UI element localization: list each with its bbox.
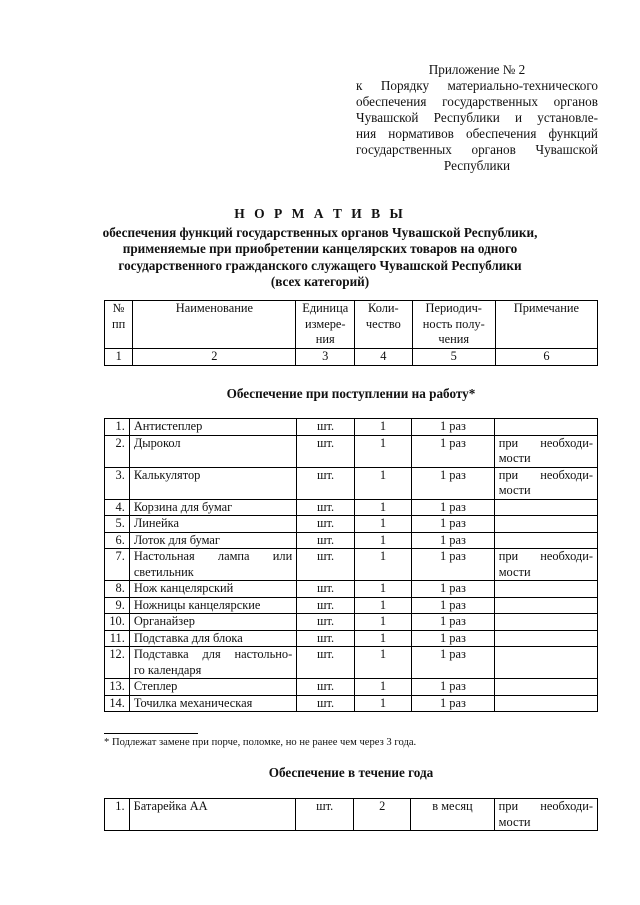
cell-text: 1 раз xyxy=(439,499,466,514)
cell-text: 1 xyxy=(379,467,387,482)
row-number xyxy=(105,499,130,516)
column-number-row xyxy=(105,348,598,365)
item-note xyxy=(494,679,597,696)
header-text: Единица xyxy=(302,301,349,315)
cell-text: 1 xyxy=(379,679,387,693)
header-text: № xyxy=(112,301,125,315)
cell-text: Настольная лампа или xyxy=(133,549,293,563)
item-unit xyxy=(297,435,355,467)
header-text: Периодич- xyxy=(425,301,482,315)
item-note xyxy=(494,630,597,647)
cell-text: мости xyxy=(498,451,531,465)
table-row xyxy=(105,419,598,436)
annex-line: Чувашской Республики и установле- xyxy=(356,110,598,125)
cell-text: 1 раз xyxy=(439,532,466,547)
item-period xyxy=(412,630,495,647)
header-text: пп xyxy=(112,316,126,331)
row-number xyxy=(105,581,130,598)
heading-line: (всех категорий) xyxy=(270,274,370,289)
item-note xyxy=(494,695,597,712)
header-text: чество xyxy=(365,316,401,331)
cell-text: го календаря xyxy=(133,662,202,677)
item-unit xyxy=(297,695,355,712)
row-number xyxy=(105,435,130,467)
item-name xyxy=(129,597,296,614)
cell-text: шт. xyxy=(316,630,335,645)
annex-line: государственных органов Чувашской xyxy=(356,142,598,157)
table-row xyxy=(105,695,598,712)
header-text: Наименование xyxy=(175,301,253,315)
item-unit xyxy=(297,630,355,647)
item-unit xyxy=(297,516,355,533)
table-row xyxy=(105,549,598,581)
item-unit xyxy=(297,467,355,499)
item-period xyxy=(412,679,495,696)
column-number: 3 xyxy=(296,348,355,365)
row-number xyxy=(105,614,130,631)
item-name xyxy=(129,467,296,499)
item-name xyxy=(129,516,296,533)
cell-text: 1 xyxy=(379,695,387,710)
cell-text: Корзина для бумаг xyxy=(133,499,233,514)
row-number xyxy=(105,532,130,549)
cell-text: 1 xyxy=(379,499,387,514)
item-unit xyxy=(296,799,354,831)
cell-text: 1 xyxy=(379,532,387,547)
item-name xyxy=(129,647,296,679)
cell-text: 1 раз xyxy=(439,630,466,645)
item-note xyxy=(494,532,597,549)
cell-text: Батарейка АА xyxy=(133,799,208,813)
item-quantity xyxy=(354,695,411,712)
item-name xyxy=(129,614,296,631)
cell-text: при необходи- xyxy=(498,467,593,482)
cell-text: 1 раз xyxy=(439,679,466,693)
cell-text: в месяц xyxy=(432,799,473,813)
item-note xyxy=(494,467,597,499)
cell-text: Ножницы канцелярские xyxy=(133,597,261,612)
item-unit xyxy=(297,647,355,679)
row-number xyxy=(105,679,130,696)
table-row xyxy=(105,435,598,467)
item-period xyxy=(412,614,495,631)
footnote: * Подлежат замене при порче, поломке, но не ранее чем через 3 года. xyxy=(104,737,417,748)
item-quantity xyxy=(354,499,411,516)
item-period xyxy=(412,467,495,499)
item-note xyxy=(494,647,597,679)
header-text: ность полу- xyxy=(422,316,485,331)
table-row xyxy=(105,597,598,614)
item-period xyxy=(412,435,495,467)
table-row xyxy=(105,516,598,533)
header-cell-period xyxy=(412,301,495,349)
cell-text: 1 xyxy=(379,435,387,450)
cell-text: 12. xyxy=(109,647,125,661)
item-unit xyxy=(297,614,355,631)
cell-text: 14. xyxy=(109,695,125,710)
item-quantity xyxy=(354,532,411,549)
header-cell-quantity xyxy=(355,301,413,349)
row-number xyxy=(105,695,130,712)
cell-text: 1 xyxy=(379,597,387,612)
annex-line: обеспечения государственных органов xyxy=(356,94,598,109)
column-number: 2 xyxy=(133,348,296,365)
table-row xyxy=(105,630,598,647)
table-row xyxy=(105,467,598,499)
cell-text: 1 раз xyxy=(439,467,466,482)
item-period xyxy=(412,499,495,516)
item-note xyxy=(494,435,597,467)
cell-text: шт. xyxy=(316,467,335,482)
cell-text: Органайзер xyxy=(133,614,195,628)
header-cell-name xyxy=(133,301,296,349)
header-cell-unit xyxy=(296,301,355,349)
item-period xyxy=(411,799,494,831)
cell-text: 2 xyxy=(379,799,386,813)
item-period xyxy=(412,597,495,614)
cell-text: 1 раз xyxy=(439,435,466,450)
column-number: 1 xyxy=(105,348,133,365)
header-text: измере- xyxy=(305,316,346,331)
cell-text: шт. xyxy=(316,581,335,595)
column-number: 4 xyxy=(355,348,413,365)
item-unit xyxy=(297,499,355,516)
cell-text: мости xyxy=(498,814,531,829)
item-period xyxy=(412,419,495,436)
item-note xyxy=(494,549,597,581)
header-cell-number xyxy=(105,301,133,349)
cell-text: Дырокол xyxy=(133,435,181,450)
cell-text: 1 раз xyxy=(439,549,466,563)
table-row xyxy=(105,614,598,631)
cell-text: шт. xyxy=(316,499,335,514)
table-row xyxy=(105,532,598,549)
cell-text: 1 xyxy=(379,549,387,563)
cell-text: шт. xyxy=(316,799,334,813)
heading-line: государственного гражданского служащего Чувашской Республики xyxy=(118,257,522,273)
cell-text: шт. xyxy=(316,614,335,628)
annex-line: Республики xyxy=(443,158,511,173)
row-number xyxy=(105,419,130,436)
cell-text: мости xyxy=(498,483,531,497)
item-unit xyxy=(297,532,355,549)
item-unit xyxy=(297,581,355,598)
column-number: 6 xyxy=(495,348,597,365)
section-title-onboarding: Обеспечение при поступлении на работу* xyxy=(226,386,476,401)
item-quantity xyxy=(354,435,411,467)
item-name xyxy=(129,630,296,647)
item-unit xyxy=(297,679,355,696)
item-name xyxy=(129,532,296,549)
cell-text: шт. xyxy=(316,419,335,433)
cell-text: шт. xyxy=(316,695,335,710)
table-row xyxy=(105,799,598,831)
annex-block xyxy=(356,62,598,174)
cell-text: 5. xyxy=(115,516,125,530)
item-quantity xyxy=(354,419,411,436)
item-note xyxy=(494,581,597,598)
cell-text: 1 xyxy=(379,647,387,661)
annex-title: Приложение № 2 xyxy=(428,62,526,77)
header-text: Коли- xyxy=(368,301,399,315)
row-number xyxy=(105,549,130,581)
cell-text: 6. xyxy=(115,532,125,547)
item-quantity xyxy=(354,614,411,631)
table-row xyxy=(105,499,598,516)
cell-text: Подставка для блока xyxy=(133,630,243,645)
cell-text: 1 раз xyxy=(439,695,466,710)
cell-text: Подставка для настольно- xyxy=(133,647,293,661)
cell-text: 1 раз xyxy=(439,581,466,595)
row-number xyxy=(105,516,130,533)
row-number xyxy=(105,799,130,831)
cell-text: 1 xyxy=(379,581,387,595)
cell-text: 3. xyxy=(115,467,125,482)
cell-text: Антистеплер xyxy=(133,419,203,433)
cell-text: шт. xyxy=(316,647,335,661)
heading-line: применяемые при приобретении канцелярских товаров на одного xyxy=(122,241,518,256)
item-note xyxy=(494,499,597,516)
item-quantity xyxy=(354,679,411,696)
item-unit xyxy=(297,419,355,436)
item-unit xyxy=(297,597,355,614)
cell-text: 10. xyxy=(109,614,125,628)
cell-text: Калькулятор xyxy=(133,467,201,482)
item-period xyxy=(412,549,495,581)
cell-text: Степлер xyxy=(133,679,178,693)
cell-text: светильник xyxy=(133,564,194,579)
cell-text: 1. xyxy=(115,419,125,433)
item-quantity xyxy=(354,630,411,647)
cell-text: 2. xyxy=(115,435,125,450)
footnote-divider xyxy=(104,733,198,734)
item-name xyxy=(129,581,296,598)
item-name xyxy=(129,679,296,696)
item-note xyxy=(494,799,597,831)
cell-text: при необходи- xyxy=(498,435,593,450)
header-row xyxy=(105,301,598,349)
item-name xyxy=(129,549,296,581)
item-note xyxy=(494,419,597,436)
cell-text: 7. xyxy=(115,549,125,563)
item-name xyxy=(129,799,296,831)
table-row xyxy=(105,647,598,679)
header-cell-note xyxy=(495,301,597,349)
item-quantity xyxy=(354,597,411,614)
row-number xyxy=(105,630,130,647)
cell-text: 1 раз xyxy=(439,614,466,628)
items-table-yearly xyxy=(104,798,598,831)
cell-text: шт. xyxy=(316,679,335,693)
cell-text: шт. xyxy=(316,597,335,612)
cell-text: шт. xyxy=(316,516,335,530)
cell-text: 1 раз xyxy=(439,419,466,433)
cell-text: 4. xyxy=(115,499,125,514)
column-header-table xyxy=(104,300,598,366)
item-name xyxy=(129,435,296,467)
header-text: чения xyxy=(438,332,470,346)
header-text: Примечание xyxy=(513,301,580,315)
item-unit xyxy=(297,549,355,581)
cell-text: при необходи- xyxy=(498,799,593,813)
item-note xyxy=(494,597,597,614)
item-name xyxy=(129,695,296,712)
cell-text: при необходи- xyxy=(498,549,593,563)
header-text: ния xyxy=(315,332,335,346)
cell-text: Нож канцелярский xyxy=(133,581,234,595)
row-number xyxy=(105,647,130,679)
cell-text: 1 раз xyxy=(439,647,466,661)
cell-text: Лоток для бумаг xyxy=(133,532,220,547)
cell-text: 1 xyxy=(379,630,387,645)
table-row xyxy=(105,679,598,696)
cell-text: 13. xyxy=(109,679,125,693)
cell-text: 1 xyxy=(379,614,387,628)
items-table-onboarding xyxy=(104,418,598,712)
item-quantity xyxy=(354,647,411,679)
cell-text: 9. xyxy=(115,597,125,612)
item-period xyxy=(412,695,495,712)
item-name xyxy=(129,419,296,436)
item-quantity xyxy=(354,581,411,598)
item-quantity xyxy=(354,549,411,581)
cell-text: Точилка механическая xyxy=(133,695,253,710)
column-number: 5 xyxy=(412,348,495,365)
cell-text: 1 раз xyxy=(439,516,466,530)
item-period xyxy=(412,647,495,679)
document-heading xyxy=(90,206,550,291)
item-quantity xyxy=(354,516,411,533)
annex-line: к Порядку материально-технического xyxy=(356,78,598,93)
cell-text: 1 xyxy=(379,419,387,433)
cell-text: шт. xyxy=(316,549,335,563)
heading-title: Н О Р М А Т И В Ы xyxy=(234,206,406,221)
item-period xyxy=(412,516,495,533)
cell-text: мости xyxy=(498,564,531,579)
cell-text: шт. xyxy=(316,532,335,547)
item-name xyxy=(129,499,296,516)
row-number xyxy=(105,467,130,499)
cell-text: 11. xyxy=(109,630,125,645)
table-row xyxy=(105,581,598,598)
item-quantity xyxy=(354,467,411,499)
cell-text: шт. xyxy=(316,435,335,450)
cell-text: 1. xyxy=(115,799,125,813)
section-title-yearly: Обеспечение в течение года xyxy=(268,765,434,780)
item-quantity xyxy=(354,799,411,831)
annex-line: ния нормативов обеспечения функций xyxy=(356,126,598,141)
item-period xyxy=(412,532,495,549)
cell-text: Линейка xyxy=(133,516,179,530)
item-note xyxy=(494,614,597,631)
cell-text: 1 xyxy=(379,516,387,530)
heading-line: обеспечения функций государственных органов Чувашской Республики, xyxy=(102,224,538,240)
cell-text: 8. xyxy=(115,581,125,595)
item-period xyxy=(412,581,495,598)
cell-text: 1 раз xyxy=(439,597,466,612)
row-number xyxy=(105,597,130,614)
item-note xyxy=(494,516,597,533)
